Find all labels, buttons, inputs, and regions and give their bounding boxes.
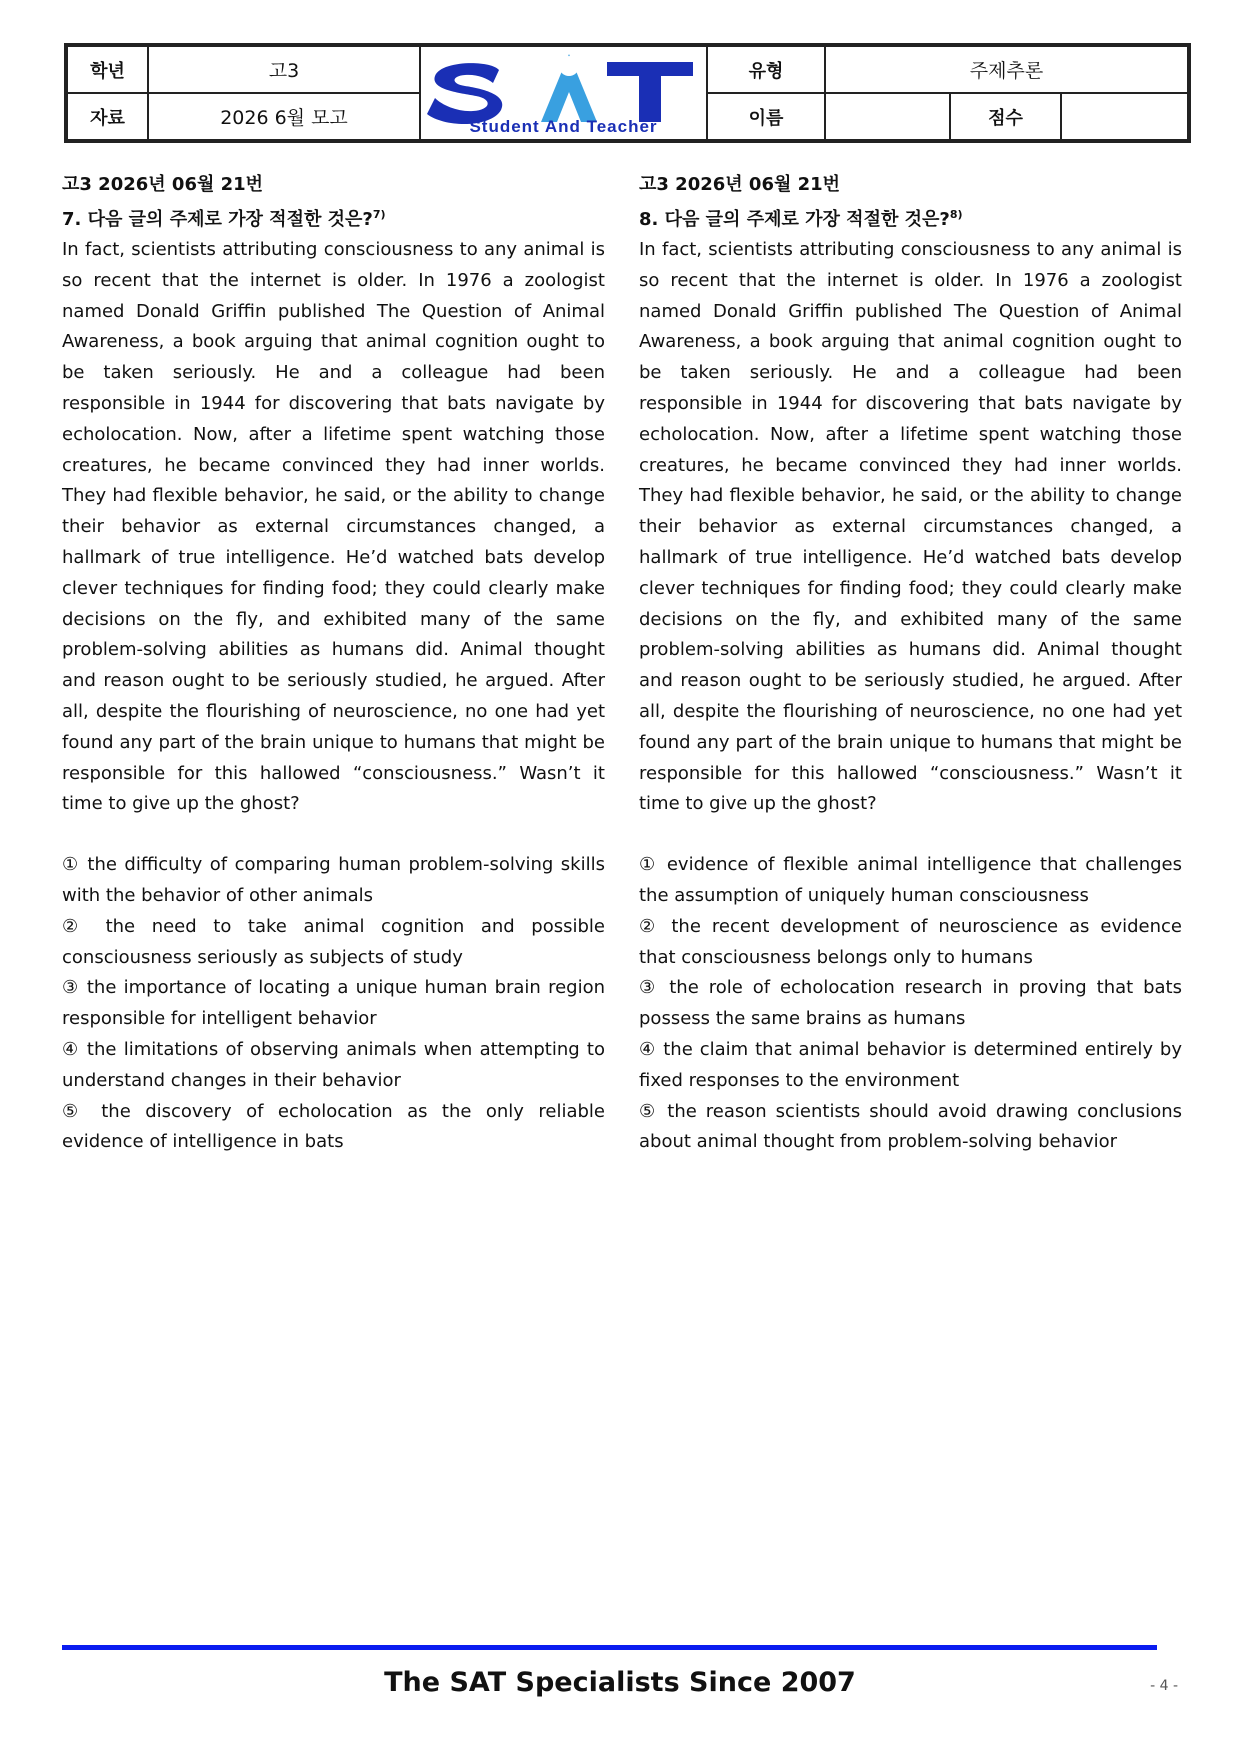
question-prompt	[62, 200, 605, 235]
question-prompt-text: 7. 다음 글의 주제로 가장 적절한 것은?	[62, 209, 373, 230]
choice-list	[639, 850, 1182, 1158]
score-label: 점수	[950, 93, 1061, 140]
footer-divider	[62, 1645, 1157, 1650]
type-value: 주제추론	[825, 46, 1188, 93]
choice-1[interactable]: ① evidence of flexible animal intelligence that challenges the assumption of uniquely human consciousness	[639, 854, 1182, 906]
header-table	[66, 45, 1189, 141]
passage: In fact, scientists attributing consciousness to any animal is so recent that the internet is older. In 1976 a zoologist named Donald Griffin published The Question of Animal Awareness, a book arguing that animal cognition ought to be taken seriously. He and a colleague had been responsible in 1944 for discovering that bats navigate by echolocation. Now, after a lifetime spent watching those creatures, he became convinced they had inner worlds. They had flexible behavior, he said, or the ability to change their behavior as external circumstances changed, a hallmark of true intelligence. He’d watched bats develop clever techniques for finding food; they could clearly make decisions on the fly, and exhibited many of the same problem-solving abilities as humans did. Animal thought and reason ought to be seriously studied, he argued. After all, despite the flourishing of neuroscience, no one had yet found any part of the brain unique to humans that might be responsible for this hallowed “consciousness.” Wasn’t it time to give up the ghost?	[639, 239, 1182, 815]
choice-1[interactable]: ① the difficulty of comparing human problem-solving skills with the behavior of other animals	[62, 854, 605, 906]
logo-subtitle: Student And Teacher	[469, 117, 658, 136]
question-prompt-text: 8. 다음 글의 주제로 가장 적절한 것은?	[639, 209, 950, 230]
score-field[interactable]	[1061, 93, 1188, 140]
choice-5[interactable]: ⑤ the reason scientists should avoid drawing conclusions about animal thought from problem-solving behavior	[639, 1100, 1182, 1153]
logo-cell	[420, 46, 707, 140]
material-value: 2026 6월 모고	[148, 93, 420, 140]
type-label: 유형	[707, 46, 825, 93]
choice-2[interactable]: ② the need to take animal cognition and possible consciousness seriously as subjects of study	[62, 915, 605, 968]
passage: In fact, scientists attributing consciousness to any animal is so recent that the internet is older. In 1976 a zoologist named Donald Griffin published The Question of Animal Awareness, a book arguing that animal cognition ought to be taken seriously. He and a colleague had been responsible in 1944 for discovering that bats navigate by echolocation. Now, after a lifetime spent watching those creatures, he became convinced they had inner worlds. They had flexible behavior, he said, or the ability to change their behavior as external circumstances changed, a hallmark of true intelligence. He’d watched bats develop clever techniques for finding food; they could clearly make decisions on the fly, and exhibited many of the same problem-solving abilities as humans did. Animal thought and reason ought to be seriously studied, he argued. After all, despite the flourishing of neuroscience, no one had yet found any part of the brain unique to humans that might be responsible for this hallowed “consciousness.” Wasn’t it time to give up the ghost?	[62, 239, 605, 815]
choice-5[interactable]: ⑤ the discovery of echolocation as the only reliable evidence of intelligence in bats	[62, 1100, 605, 1153]
question-7	[62, 170, 605, 1158]
choice-4[interactable]: ④ the claim that animal behavior is determined entirely by fixed responses to the environment	[639, 1038, 1182, 1091]
question-source: 고3 2026년 06월 21번	[62, 174, 264, 195]
name-label: 이름	[707, 93, 825, 140]
choice-2[interactable]: ② the recent development of neuroscience as evidence that consciousness belongs only to humans	[639, 915, 1182, 968]
footnote-marker: 8)	[949, 208, 963, 221]
footer-slogan: The SAT Specialists Since 2007	[384, 1667, 856, 1698]
name-field[interactable]	[825, 93, 950, 140]
grade-label: 학년	[67, 46, 148, 93]
choice-3[interactable]: ③ the importance of locating a unique human brain region responsible for intelligent behavior	[62, 977, 605, 1030]
question-prompt	[639, 200, 1182, 235]
page-number: - 4 -	[1150, 1678, 1178, 1694]
grade-value: 고3	[148, 46, 420, 93]
footnote-marker: 7)	[372, 208, 386, 221]
question-8	[639, 170, 1182, 1158]
material-label: 자료	[67, 93, 148, 140]
sat-logo	[421, 48, 706, 138]
choice-4[interactable]: ④ the limitations of observing animals when attempting to understand changes in their behavior	[62, 1038, 605, 1091]
choice-list	[62, 850, 605, 1158]
choice-3[interactable]: ③ the role of echolocation research in proving that bats possess the same brains as humans	[639, 977, 1182, 1030]
question-source: 고3 2026년 06월 21번	[639, 174, 841, 195]
